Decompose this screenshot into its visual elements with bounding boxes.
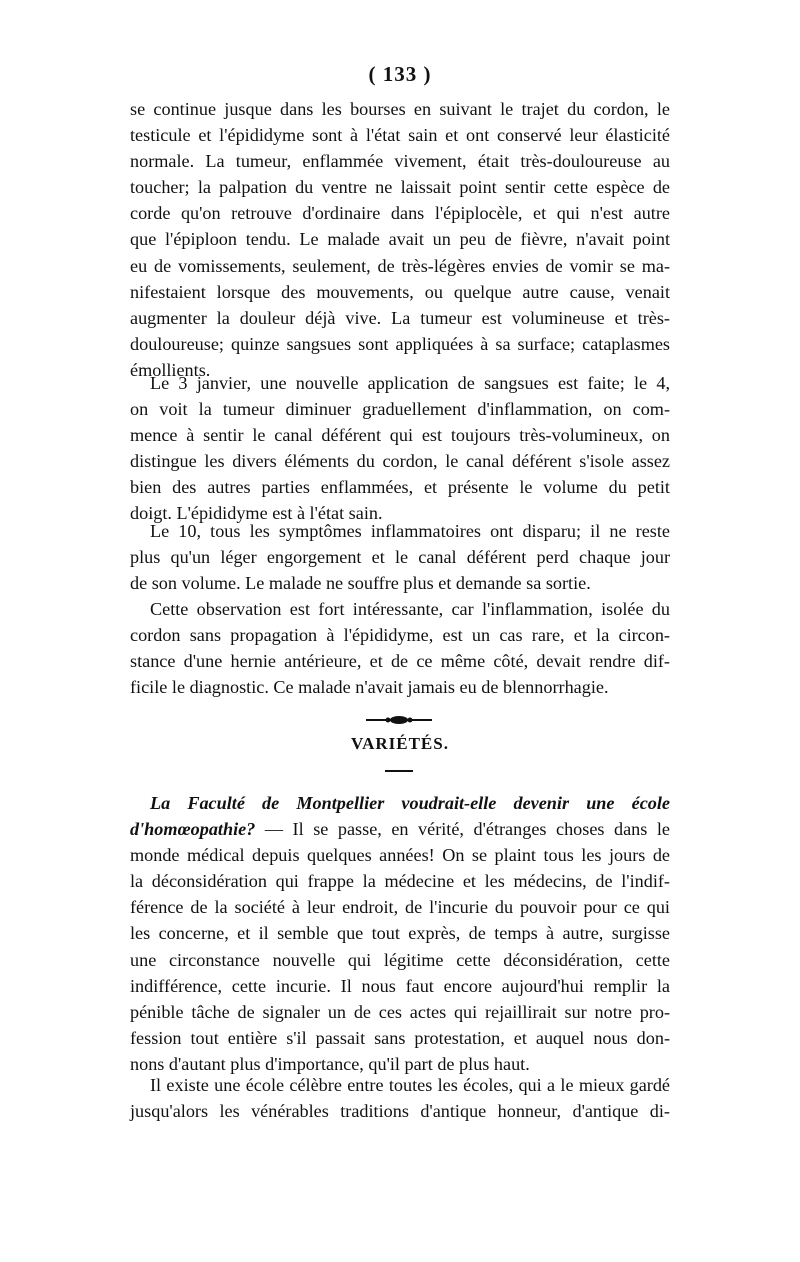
text-line: normale. La tumeur, enflammée vivement, était très-douloureuse au bbox=[130, 151, 670, 172]
text-line: une circonstance nouvelle qui légitime cette déconsidération, cette bbox=[130, 949, 670, 970]
paragraph-case-description bbox=[130, 96, 670, 383]
text-line: férence de la société à leur endroit, de l'incurie du pouvoir pour ce qui bbox=[130, 897, 670, 918]
title-rule bbox=[385, 770, 413, 772]
text-line: doigt. L'épididyme est à l'état sain. bbox=[130, 503, 383, 524]
text-line: mence à sentir le canal déférent qui est toujours très-volumineux, on bbox=[130, 425, 670, 446]
text-line: Il existe une école célèbre entre toutes les écoles, qui a le mieux gardé bbox=[150, 1075, 670, 1095]
italic-heading-end: d'homœopathie? bbox=[130, 819, 256, 840]
text-run: — Il se passe, en vérité, d'étranges choses dans le bbox=[264, 819, 671, 840]
text-line: eu de vomissements, seulement, de très-légères envies de vomir se ma- bbox=[130, 255, 670, 276]
paragraph-january-3 bbox=[130, 370, 670, 527]
text-line: toucher; la palpation du ventre ne laissait point sentir cette espèce de bbox=[130, 177, 670, 198]
text-line: Le 10, tous les symptômes inflammatoires ont disparu; il ne reste bbox=[150, 521, 670, 541]
text-line: corde qu'on retrouve d'ordinaire dans l'épiplocèle, et qui n'est autre bbox=[130, 203, 670, 224]
text-line: douloureuse; quinze sangsues sont appliquées à sa surface; cataplasmes bbox=[130, 333, 670, 354]
text-line: bien des autres parties enflammées, et présente le volume du petit bbox=[130, 477, 670, 498]
page-number: ( 133 ) bbox=[368, 62, 432, 86]
text-line: ficile le diagnostic. Ce malade n'avait jamais eu de blennorrhagie. bbox=[130, 677, 609, 698]
text-line: émollients. bbox=[130, 359, 211, 380]
text-line: de son volume. Le malade ne souffre plus et demande sa sortie. bbox=[130, 573, 591, 594]
text-line: Cette observation est fort intéressante, car l'inflammation, isolée du bbox=[150, 599, 670, 619]
text-line: stance d'une hernie antérieure, et de ce même côté, devait rendre dif- bbox=[130, 651, 670, 672]
text-line: pénible tâche de signaler un de ces actes qui rejaillirait sur notre pro- bbox=[130, 1001, 670, 1022]
text-line bbox=[130, 816, 670, 842]
text-line: se continue jusque dans les bourses en suivant le trajet du cordon, le bbox=[130, 99, 670, 119]
text-line: que l'épiploon tendu. Le malade avait un peu de fièvre, n'avait point bbox=[130, 229, 670, 250]
text-line: la déconsidération qui frappe la médecine et les médecins, de l'indif- bbox=[130, 871, 670, 892]
text-line: monde médical depuis quelques années! On se plaint tous les jours de bbox=[130, 845, 670, 866]
ornament-divider bbox=[366, 715, 432, 725]
text-line: testicule et l'épididyme sont à l'état sain et ont conservé leur élasticité bbox=[130, 125, 670, 146]
text-line: Le 3 janvier, une nouvelle application de sangsues est faite; le 4, bbox=[150, 373, 670, 393]
text-line: distingue les divers éléments du cordon, le canal déférent s'isole assez bbox=[130, 451, 670, 472]
text-line: fession tout entière s'il passait sans protestation, et auquel nous don- bbox=[130, 1027, 670, 1048]
italic-heading-line bbox=[130, 790, 670, 816]
text-line: nons d'autant plus d'importance, qu'il part de plus haut. bbox=[130, 1053, 530, 1074]
text-line: indifférence, cette incurie. Il nous faut encore aujourd'hui remplir la bbox=[130, 975, 670, 996]
text-line: on voit la tumeur diminuer graduellement d'inflammation, on com- bbox=[130, 399, 670, 420]
text-line: nifestaient lorsque des mouvements, ou quelque autre cause, venait bbox=[130, 281, 670, 302]
italic-heading: La Faculté de Montpellier voudrait-elle devenir une école bbox=[150, 793, 670, 813]
text-line: augmenter la douleur déjà vive. La tumeur est volumineuse et très- bbox=[130, 307, 670, 328]
text-line: jusqu'alors les vénérables traditions d'antique honneur, d'antique di- bbox=[130, 1101, 670, 1122]
text-line: cordon sans propagation à l'épididyme, est un cas rare, et la circon- bbox=[130, 625, 670, 646]
paragraph-observation bbox=[130, 596, 670, 700]
text-line: les concerne, et il semble que tout exprès, de temps à autre, surgisse bbox=[130, 923, 670, 944]
text-line: plus qu'un léger engorgement et le canal déférent perd chaque jour bbox=[130, 547, 670, 568]
paragraph-january-10 bbox=[130, 518, 670, 596]
paragraph-ecole-celebre bbox=[130, 1072, 670, 1124]
paragraph-faculty-montpellier bbox=[130, 790, 670, 1077]
section-title: VARIÉTÉS. bbox=[351, 734, 449, 753]
